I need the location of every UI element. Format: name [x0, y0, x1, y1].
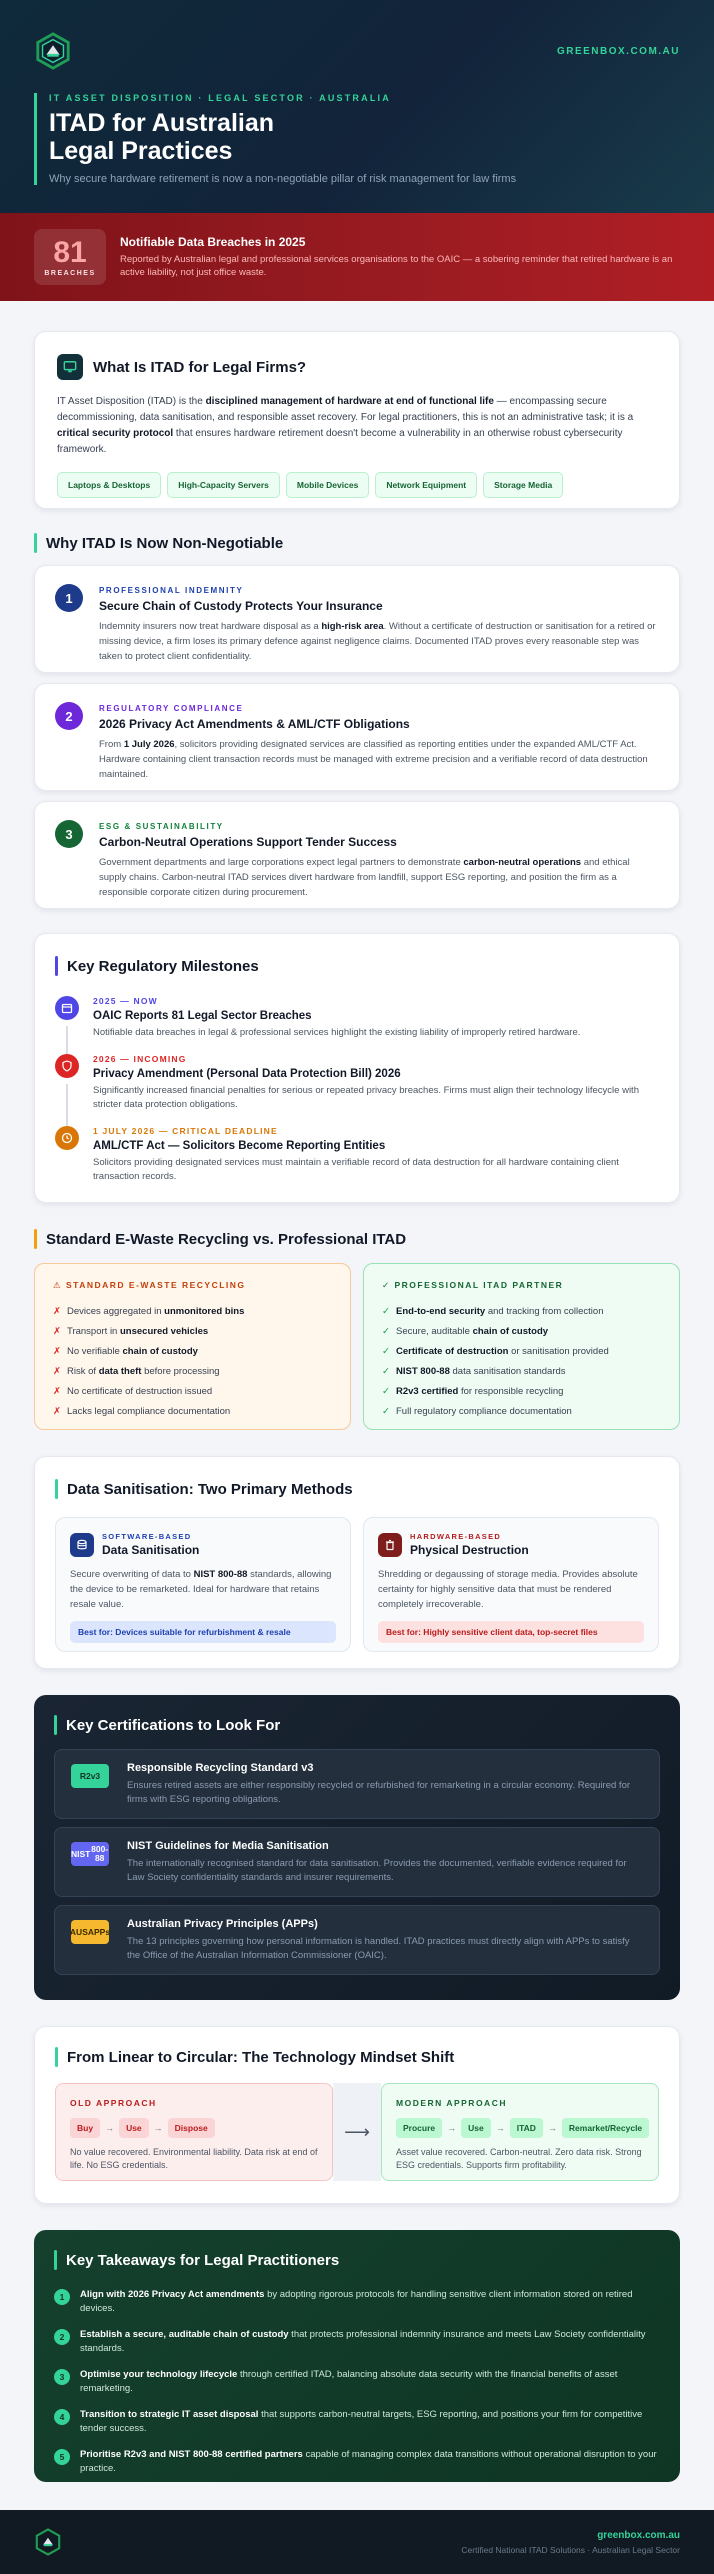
takeaway-item — [54, 2288, 660, 2316]
cert-body — [127, 1918, 643, 1962]
site-url-link[interactable]: GREENBOX.COM.AU — [556, 46, 680, 57]
compare-item-text — [396, 1306, 603, 1317]
why-desc-text: Government departments and large corporations expect legal partners to demonstrate — [99, 857, 464, 868]
modern-approach-flow — [396, 2118, 644, 2138]
compare-item-text — [67, 1326, 208, 1337]
takeaway-rest: capable of managing complex data transitions without operational disruption to your practice. — [80, 2449, 657, 2474]
takeaways-list — [54, 2288, 660, 2476]
software-description — [70, 1567, 336, 1613]
database-icon — [70, 1533, 94, 1557]
compare-item-pre: Risk of — [67, 1365, 99, 1377]
check-icon: ✓ — [382, 1385, 390, 1397]
footer-url-link[interactable]: greenbox.com.au — [597, 2529, 680, 2541]
milestone-item — [55, 1126, 659, 1184]
compare-item-pre: Devices aggregated in — [67, 1305, 165, 1317]
milestone-title: AML/CTF Act — Solicitors Become Reporting Entities — [93, 1140, 386, 1152]
takeaway-number-badge: 3 — [54, 2369, 70, 2385]
milestone-title: Privacy Amendment (Personal Data Protection Bill) 2026 — [93, 1068, 401, 1080]
hardware-method-heading — [410, 1532, 529, 1557]
sanitisation-title: Data Sanitisation: Two Primary Methods — [67, 1480, 353, 1498]
why-number-badge: 1 — [55, 584, 83, 612]
hardware-title: Physical Destruction — [410, 1543, 529, 1557]
flow-chip: Use — [461, 2118, 491, 2138]
takeaway-item — [54, 2448, 660, 2476]
milestone-body — [93, 996, 580, 1040]
compare-item-post: or sanitisation provided — [508, 1345, 609, 1357]
ewaste-column-title: ⚠ STANDARD E-WASTE RECYCLING — [53, 1280, 246, 1290]
why-title: Carbon-Neutral Operations Support Tender Success — [99, 835, 397, 849]
takeaways-card — [34, 2230, 680, 2482]
heading-accent-bar — [55, 1479, 58, 1499]
compare-list-item — [382, 1321, 661, 1341]
compare-list-item — [382, 1301, 661, 1321]
check-icon: ✓ — [382, 1405, 390, 1417]
why-desc-bold: carbon-neutral operations — [463, 857, 582, 868]
what-is-itad-card — [34, 331, 680, 509]
cross-icon: ✗ — [53, 1325, 61, 1337]
old-approach-title: OLD APPROACH — [70, 2098, 157, 2108]
modern-approach-title: MODERN APPROACH — [396, 2098, 507, 2108]
breach-count: 81 — [53, 235, 87, 269]
compare-item-bold: End-to-end security — [396, 1305, 486, 1317]
milestone-description: Solicitors providing designated services must maintain a verifiable record of data destruction for all hardware containing client transaction records. — [93, 1157, 619, 1182]
compare-columns — [34, 1263, 680, 1430]
why-card-body — [99, 820, 659, 898]
heading-accent-bar — [54, 1715, 57, 1735]
monitor-icon — [57, 354, 83, 380]
check-icon: ✓ — [382, 1305, 390, 1317]
why-desc-text: , solicitors providing designated services are classified as reporting entities under the expanded AML/CTF Act. Hardware containing client transaction records must be managed with extreme precision and a verifiable record of data destruction maintained. — [99, 739, 648, 780]
hero-subtitle: Why secure hardware retirement is now a non-negotiable pillar of risk management for law firms — [49, 173, 517, 185]
device-tag: High-Capacity Servers — [167, 472, 280, 498]
compare-item-bold: NIST 800-88 — [396, 1365, 450, 1377]
compare-list-item — [53, 1341, 332, 1361]
why-card-body — [99, 584, 659, 662]
compare-list-item — [53, 1401, 332, 1421]
software-method — [55, 1517, 351, 1652]
cert-badge: R2v3 — [71, 1764, 109, 1788]
why-desc-text: Indemnity insurers now treat hardware disposal as a — [99, 621, 322, 632]
cert-title: NIST Guidelines for Media Sanitisation — [127, 1840, 329, 1852]
ewaste-list — [53, 1301, 332, 1421]
cert-title: Responsible Recycling Standard v3 — [127, 1762, 314, 1774]
compare-item-text — [67, 1386, 212, 1397]
cert-description: The internationally recognised standard for data sanitisation. Provides the documented, verifiable evidence required for Law Society confidentiality standards and insurer requirements. — [127, 1858, 627, 1883]
breach-text — [120, 235, 680, 279]
what-text-bold-1: disciplined management of hardware at end of functional life — [205, 396, 494, 407]
check-icon: ✓ — [382, 1345, 390, 1357]
cross-icon: ✗ — [53, 1405, 61, 1417]
takeaway-rest: that protects professional indemnity insurance and meets Law Society confidentiality standards. — [80, 2329, 646, 2354]
why-desc-bold: 1 July 2026 — [123, 739, 175, 750]
what-is-itad-header — [57, 354, 657, 380]
cert-description: Ensures retired assets are either responsibly recycled or refurbished for remarketing in a circular economy. Required for firms with ESG reporting obligations. — [127, 1780, 631, 1805]
milestone-title: OAIC Reports 81 Legal Sector Breaches — [93, 1010, 312, 1022]
milestones-card — [34, 933, 680, 1203]
hero-eyebrow: IT ASSET DISPOSITION · LEGAL SECTOR · AUSTRALIA — [49, 93, 391, 103]
cross-icon: ✗ — [53, 1345, 61, 1357]
breach-description: Reported by Australian legal and professional services organisations to the OAIC — a sobering reminder that retired hardware is an active liability, not just office waste. — [120, 254, 673, 278]
compare-item-text — [67, 1406, 230, 1417]
compare-item-text — [396, 1366, 566, 1377]
cert-item-r2v3 — [54, 1749, 660, 1819]
compare-heading — [34, 1229, 680, 1249]
heading-accent-bar — [55, 2047, 58, 2067]
takeaway-rest: through certified ITAD, balancing absolute data security with the financial benefits of asset remarketing. — [80, 2369, 618, 2394]
cert-badge-line: AUS — [69, 1926, 88, 1937]
why-card-body — [99, 702, 659, 780]
page-footer — [0, 2510, 714, 2574]
cert-body — [127, 1840, 643, 1884]
software-method-header — [70, 1532, 336, 1557]
takeaway-text — [80, 2368, 660, 2396]
why-eyebrow: REGULATORY COMPLIANCE — [99, 704, 244, 713]
why-eyebrow: ESG & SUSTAINABILITY — [99, 822, 224, 831]
why-eyebrow: PROFESSIONAL INDEMNITY — [99, 586, 244, 595]
compare-item-bold: R2v3 certified — [396, 1385, 459, 1397]
device-tag: Storage Media — [483, 472, 563, 498]
milestone-item — [55, 1054, 659, 1112]
takeaway-bold: Optimise your technology lifecycle — [80, 2369, 238, 2380]
compare-item-text — [396, 1326, 548, 1337]
heading-accent-bar — [54, 2250, 57, 2270]
shield-icon — [55, 1054, 79, 1078]
ewaste-column — [34, 1263, 351, 1430]
compare-item-bold: Certificate of destruction — [396, 1345, 509, 1357]
breach-count-box — [34, 229, 106, 285]
milestone-description: Significantly increased financial penalties for serious or repeated privacy breaches. Firms must align their technology lifecycle with stricter data protection obligations. — [93, 1085, 639, 1110]
modern-approach-description: Asset value recovered. Carbon-neutral. Zero data risk. Strong ESG credentials. Supports firm profitability. — [396, 2147, 642, 2170]
compare-list-item — [382, 1361, 661, 1381]
what-text-2: — encompassing secure decommissioning, data sanitisation, and responsible asset recovery. For legal practitioners, this is not an administrative task; it is a — [57, 396, 634, 423]
milestone-description: Notifiable data breaches in legal & professional services highlight the existing liability of improperly retired hardware. — [93, 1027, 581, 1038]
takeaway-item — [54, 2368, 660, 2396]
why-card-esg — [34, 801, 680, 909]
cert-badge — [71, 1920, 109, 1944]
old-approach — [55, 2083, 333, 2181]
flow-chip: Remarket/Recycle — [562, 2118, 649, 2138]
takeaway-bold: Align with 2026 Privacy Act amendments — [80, 2289, 265, 2300]
arrow-right-icon: → — [153, 2123, 163, 2133]
takeaway-number-badge: 4 — [54, 2409, 70, 2425]
device-tag: Network Equipment — [375, 472, 477, 498]
compare-item-pre: Lacks legal compliance documentation — [67, 1405, 231, 1417]
page-title-line-2: Legal Practices — [49, 137, 233, 165]
old-approach-flow — [70, 2118, 318, 2138]
why-title: 2026 Privacy Act Amendments & AML/CTF Obligations — [99, 717, 410, 731]
cert-badge-line: APPs — [87, 1926, 111, 1937]
takeaways-heading — [54, 2250, 660, 2270]
what-text-bold-2: critical security protocol — [57, 428, 174, 439]
cert-description: The 13 principles governing how personal information is handled. ITAD practices must directly align with APPs to satisfy the Office of the Australian Information Commissioner (OAIC). — [127, 1936, 630, 1961]
sanitisation-heading — [55, 1479, 659, 1499]
milestone-date: 2026 — INCOMING — [93, 1054, 187, 1064]
arrow-right-icon: → — [447, 2123, 457, 2133]
what-is-itad-paragraph — [57, 394, 657, 458]
compare-item-text — [67, 1306, 244, 1317]
milestones-heading — [55, 956, 659, 976]
cert-item-nist — [54, 1827, 660, 1897]
arrow-right-icon: → — [547, 2123, 557, 2133]
compare-list-item — [382, 1401, 661, 1421]
why-description — [99, 619, 659, 664]
hero-header — [0, 0, 714, 213]
why-desc-text: From — [99, 739, 124, 750]
compare-item-bold: chain of custody — [472, 1325, 549, 1337]
mindset-shift-card — [34, 2026, 680, 2204]
compare-item-text — [396, 1346, 609, 1357]
takeaways-title: Key Takeaways for Legal Practitioners — [66, 2251, 340, 2269]
software-best-for: Best for: Devices suitable for refurbishment & resale — [70, 1621, 336, 1643]
itad-column-title: ✓ PROFESSIONAL ITAD PARTNER — [382, 1280, 564, 1290]
what-text-1: IT Asset Disposition (ITAD) is the — [57, 396, 206, 407]
compare-item-pre: No verifiable — [67, 1345, 123, 1357]
compare-item-pre: Transport in — [67, 1325, 120, 1337]
check-icon: ✓ — [382, 1325, 390, 1337]
timeline-connector — [66, 1084, 68, 1128]
clock-icon — [55, 1126, 79, 1150]
compare-list-item — [53, 1361, 332, 1381]
software-eyebrow: SOFTWARE-BASED — [102, 1532, 192, 1541]
software-title: Data Sanitisation — [102, 1543, 200, 1557]
compare-item-pre: Secure, auditable — [396, 1325, 473, 1337]
cert-badge — [71, 1842, 109, 1866]
compare-item-text — [67, 1366, 220, 1377]
compare-item-bold: unsecured vehicles — [119, 1325, 209, 1337]
compare-item-post: data sanitisation standards — [449, 1365, 566, 1377]
takeaway-number-badge: 5 — [54, 2449, 70, 2465]
takeaway-bold: Prioritise R2v3 and NIST 800-88 certified partners — [80, 2449, 303, 2460]
mindset-shift-heading — [55, 2047, 659, 2067]
heading-accent-bar — [34, 1229, 37, 1249]
compare-item-text — [396, 1406, 572, 1417]
software-desc-text: standards, allowing the device to be remarketed. Ideal for hardware that retains resale value. — [70, 1569, 332, 1610]
takeaway-item — [54, 2408, 660, 2436]
flow-chip: Buy — [70, 2118, 100, 2138]
device-tag: Laptops & Desktops — [57, 472, 161, 498]
breach-count-label: BREACHES — [44, 269, 96, 277]
cert-item-apps — [54, 1905, 660, 1975]
flow-chip: Dispose — [168, 2118, 215, 2138]
compare-item-post: and tracking from collection — [485, 1305, 604, 1317]
software-desc-bold: NIST 800-88 — [193, 1569, 248, 1580]
takeaway-item — [54, 2328, 660, 2356]
transition-arrow-icon: ⟶ — [333, 2083, 381, 2181]
device-tag: Mobile Devices — [286, 472, 369, 498]
page-title — [49, 109, 680, 165]
calendar-icon — [55, 996, 79, 1020]
compare-item-post: before processing — [141, 1365, 220, 1377]
footer-info — [461, 2530, 680, 2555]
milestone-date: 1 JULY 2026 — CRITICAL DEADLINE — [93, 1126, 278, 1136]
heading-accent-bar — [55, 956, 58, 976]
hardware-eyebrow: HARDWARE-BASED — [410, 1532, 502, 1541]
milestones-title: Key Regulatory Milestones — [67, 957, 259, 975]
takeaway-number-badge: 2 — [54, 2329, 70, 2345]
why-desc-text: and ethical supply chains. Carbon-neutral ITAD services divert hardware from landfill, support ESG reporting, and position the firm as a responsible corporate citizen during procurement. — [99, 857, 630, 898]
milestone-body — [93, 1054, 659, 1112]
why-description — [99, 737, 659, 782]
hardware-method — [363, 1517, 659, 1652]
cert-badge-line: NIST — [71, 1848, 91, 1859]
modern-approach — [381, 2083, 659, 2181]
what-is-itad-title: What Is ITAD for Legal Firms? — [93, 358, 307, 376]
cross-icon: ✗ — [53, 1385, 61, 1397]
compare-list-item — [53, 1381, 332, 1401]
takeaway-bold: Transition to strategic IT asset disposal — [80, 2409, 259, 2420]
takeaway-bold: Establish a secure, auditable chain of custody — [80, 2329, 289, 2340]
certifications-title: Key Certifications to Look For — [66, 1716, 281, 1734]
compare-title: Standard E-Waste Recycling vs. Professional ITAD — [46, 1230, 407, 1248]
takeaway-text — [80, 2448, 660, 2476]
cert-badge-line: 800-88 — [91, 1844, 109, 1863]
takeaway-rest: by adopting rigorous protocols for handling sensitive client information stored on retired devices. — [80, 2289, 633, 2314]
heading-accent-bar — [34, 533, 37, 553]
takeaway-text — [80, 2328, 660, 2356]
takeaway-number-badge: 1 — [54, 2289, 70, 2305]
software-desc-text: Secure overwriting of data to — [70, 1569, 194, 1580]
takeaway-rest: that supports carbon-neutral targets, ESG reporting, and positions your firm for competitive tender success. — [80, 2409, 643, 2434]
greenbox-logo-icon[interactable] — [34, 2528, 62, 2556]
trash-icon — [378, 1533, 402, 1557]
compare-item-post: for responsible recycling — [458, 1385, 564, 1397]
timeline-connector — [66, 1026, 68, 1056]
sanitisation-card — [34, 1456, 680, 1669]
compare-list-item — [382, 1341, 661, 1361]
hardware-description: Shredding or degaussing of storage media. Provides absolute certainty for highly sensitive data that must be rendered completely irrecoverable. — [378, 1569, 638, 1610]
flow-chip: ITAD — [510, 2118, 543, 2138]
cert-body — [127, 1762, 643, 1806]
why-card-regulatory — [34, 683, 680, 791]
greenbox-logo-icon[interactable] — [34, 32, 72, 70]
main-content — [0, 331, 714, 2482]
compare-item-bold: unmonitored bins — [164, 1305, 245, 1317]
compare-item-text — [67, 1346, 198, 1357]
certifications-card — [34, 1695, 680, 2000]
compare-item-bold: chain of custody — [122, 1345, 198, 1357]
why-description — [99, 855, 659, 900]
arrow-right-icon: → — [105, 2123, 115, 2133]
milestone-item — [55, 996, 659, 1040]
mindset-comparison — [55, 2083, 659, 2181]
why-number-badge: 2 — [55, 702, 83, 730]
itad-column — [363, 1263, 680, 1430]
cross-icon: ✗ — [53, 1365, 61, 1377]
compare-item-pre: No certificate of destruction issued — [67, 1385, 213, 1397]
compare-item-bold: data theft — [98, 1365, 142, 1377]
hardware-method-header — [378, 1532, 644, 1557]
old-approach-description: No value recovered. Environmental liability. Data risk at end of life. No ESG credentials. — [70, 2147, 318, 2170]
why-desc-text: . Without a certificate of destruction or sanitisation for a retired or missing device, a firm loses its primary defence against negligence claims. Documented ITAD proves every reasonable step was taken to protect client confidentiality. — [99, 621, 656, 662]
device-tag-list — [57, 472, 657, 498]
breach-banner — [0, 213, 714, 301]
check-icon: ✓ — [382, 1365, 390, 1377]
flow-chip: Procure — [396, 2118, 442, 2138]
what-text-3: that ensures hardware retirement doesn't become a vulnerability in an otherwise robust cybersecurity framework. — [57, 428, 623, 455]
why-number-badge: 3 — [55, 820, 83, 848]
takeaway-text — [80, 2408, 660, 2436]
sanitisation-methods — [55, 1517, 659, 1652]
why-desc-bold: high-risk area — [321, 621, 384, 632]
hero-text-block — [34, 93, 680, 185]
compare-item-text — [396, 1386, 563, 1397]
software-method-heading — [102, 1532, 199, 1557]
why-card-indemnity — [34, 565, 680, 673]
flow-chip: Use — [119, 2118, 149, 2138]
milestone-body — [93, 1126, 659, 1184]
breach-title: Notifiable Data Breaches in 2025 — [120, 235, 306, 249]
compare-item-pre: Full regulatory compliance documentation — [396, 1405, 572, 1417]
certifications-heading — [54, 1715, 660, 1735]
arrow-right-icon: → — [495, 2123, 505, 2133]
why-title: Secure Chain of Custody Protects Your Insurance — [99, 599, 383, 613]
why-section-title: Why ITAD Is Now Non-Negotiable — [46, 534, 284, 552]
cert-title: Australian Privacy Principles (APPs) — [127, 1918, 318, 1930]
footer-tagline: Certified National ITAD Solutions · Australian Legal Sector — [461, 2544, 680, 2555]
page-title-line-1: ITAD for Australian — [49, 109, 275, 137]
takeaway-text — [80, 2288, 660, 2316]
why-section-heading — [34, 533, 680, 553]
hardware-best-for: Best for: Highly sensitive client data, top-secret files — [378, 1621, 644, 1643]
compare-list-item — [53, 1321, 332, 1341]
milestone-date: 2025 — NOW — [93, 996, 158, 1006]
mindset-shift-title: From Linear to Circular: The Technology Mindset Shift — [67, 2048, 455, 2066]
itad-list — [382, 1301, 661, 1421]
compare-list-item — [382, 1381, 661, 1401]
compare-list-item — [53, 1301, 332, 1321]
cross-icon: ✗ — [53, 1305, 61, 1317]
